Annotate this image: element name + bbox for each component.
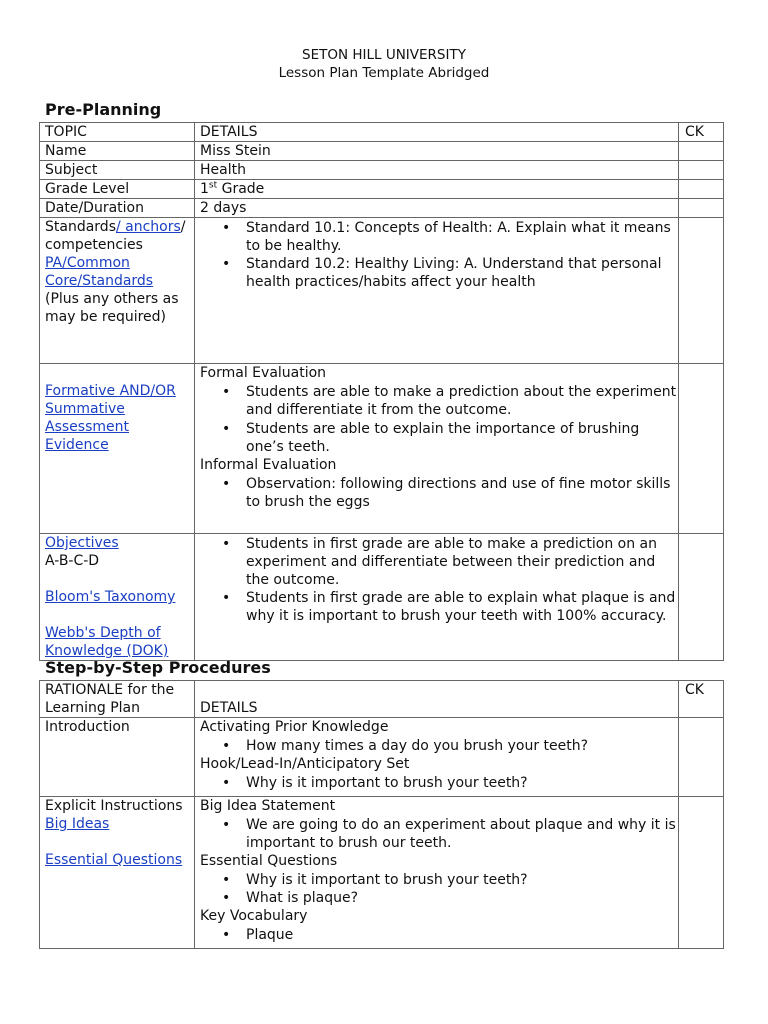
duration-label: Date/Duration [40,199,195,218]
list-item: • Standard 10.1: Concepts of Health: A. Explain what it means to be healthy. [246,219,678,255]
informal-eval-label: Informal Evaluation [200,457,337,473]
table-row [40,161,724,180]
grade-suffix: st [208,180,218,191]
topic-header: TOPIC [40,123,195,142]
assessment-evidence-link[interactable]: Formative AND/OR Summative Assessment Evidence [45,383,176,453]
introduction-label: Introduction [40,718,195,797]
ck-cell [679,534,724,661]
explicit-instructions-label: Explicit Instructions [45,798,183,814]
template-title: Lesson Plan Template Abridged [278,65,490,81]
pa-common-core-link[interactable]: PA/Common Core/Standards [45,255,154,289]
ck-cell [679,142,724,161]
key-vocabulary-label: Key Vocabulary [200,908,308,924]
anchors-link[interactable]: / anchors [115,219,181,235]
table-row [40,718,724,797]
ck-cell [679,161,724,180]
formal-eval-list [200,383,678,456]
essential-questions-list [200,871,678,907]
grade-value [195,180,679,199]
list-item: • Standard 10.2: Healthy Living: A. Understand that personal health practices/habits affect your health [246,255,678,291]
ck-cell [679,180,724,199]
ck-header: CK [679,123,724,142]
big-ideas-link[interactable]: Big Ideas [45,816,110,832]
hook-list [200,774,678,792]
list-item: • Students are able to make a prediction about the experiment and differentiate it from the outcome. [246,383,678,419]
objectives-list [200,535,678,625]
essential-questions-link[interactable]: Essential Questions [45,852,183,868]
hook-label: Hook/Lead-In/Anticipatory Set [200,756,410,772]
objectives-details [195,534,679,661]
subject-value: Health [195,161,679,180]
table-row [40,534,724,661]
grade-number: 1 [200,181,209,197]
list-item: • Students are able to explain the importance of brushing one’s teeth. [246,420,678,456]
standards-label-cell [40,218,195,364]
webbs-dok-link[interactable]: Webb's Depth of Knowledge (DOK) [45,625,169,659]
table-row [40,180,724,199]
explicit-label-cell [40,797,195,949]
objectives-label-cell [40,534,195,661]
list-item: • What is plaque? [246,889,678,907]
rationale-header: RATIONALE for the Learning Plan [40,681,195,718]
key-vocabulary-list [200,926,678,944]
introduction-details [195,718,679,797]
procedures-table [39,680,724,949]
objectives-link[interactable]: Objectives [45,535,119,551]
ck-cell [679,718,724,797]
list-item: • Why is it important to brush your teeth? [246,774,678,792]
details-header: DETAILS [195,123,679,142]
explicit-details [195,797,679,949]
list-item: • Students in first grade are able to make a prediction on an experiment and differentiate between their prediction and the outcome. [246,535,678,589]
table-row [40,681,724,718]
list-item: • Why is it important to brush your teeth? [246,871,678,889]
ck-cell [679,199,724,218]
standards-list [200,219,678,291]
table-row [40,199,724,218]
list-item: • Plaque [246,926,678,944]
ck-header: CK [679,681,724,718]
university-title: SETON HILL UNIVERSITY [302,47,466,63]
list-item: • Observation: following directions and use of fine motor skills to brush the eggs [246,475,678,511]
ck-cell [679,364,724,534]
procedures-heading: Step-by-Step Procedures [45,658,271,677]
standards-label: Standards [45,219,116,235]
table-row [40,364,724,534]
blooms-taxonomy-link[interactable]: Bloom's Taxonomy [45,589,176,605]
big-idea-label: Big Idea Statement [200,798,336,814]
formal-eval-label: Formal Evaluation [200,365,327,381]
preplanning-heading: Pre-Planning [45,100,162,119]
ck-cell [679,797,724,949]
list-item: • We are going to do an experiment about plaque and why it is important to brush our teeth. [246,816,678,852]
details-header: DETAILS [195,681,679,718]
grade-word: Grade [217,181,265,197]
apk-list [200,737,678,755]
name-value: Miss Stein [195,142,679,161]
preplanning-table [39,122,724,661]
standards-details [195,218,679,364]
assessment-label-cell [40,364,195,534]
duration-value: 2 days [195,199,679,218]
abcd-label: A-B-C-D [45,553,100,569]
grade-label: Grade Level [40,180,195,199]
plus-others-label: (Plus any others as may be required) [45,291,179,325]
table-row [40,142,724,161]
essential-questions-label: Essential Questions [200,853,338,869]
competencies-label: competencies [45,237,143,253]
ck-cell [679,218,724,364]
list-item: • How many times a day do you brush your teeth? [246,737,678,755]
slash: / [180,219,186,235]
informal-eval-list [200,475,678,511]
list-item: • Students in first grade are able to explain what plaque is and why it is important to brush your teeth with 100% accuracy. [246,589,678,625]
table-row [40,218,724,364]
subject-label: Subject [40,161,195,180]
name-label: Name [40,142,195,161]
big-idea-list [200,816,678,852]
assessment-details [195,364,679,534]
apk-label: Activating Prior Knowledge [200,719,389,735]
table-row [40,797,724,949]
table-row [40,123,724,142]
